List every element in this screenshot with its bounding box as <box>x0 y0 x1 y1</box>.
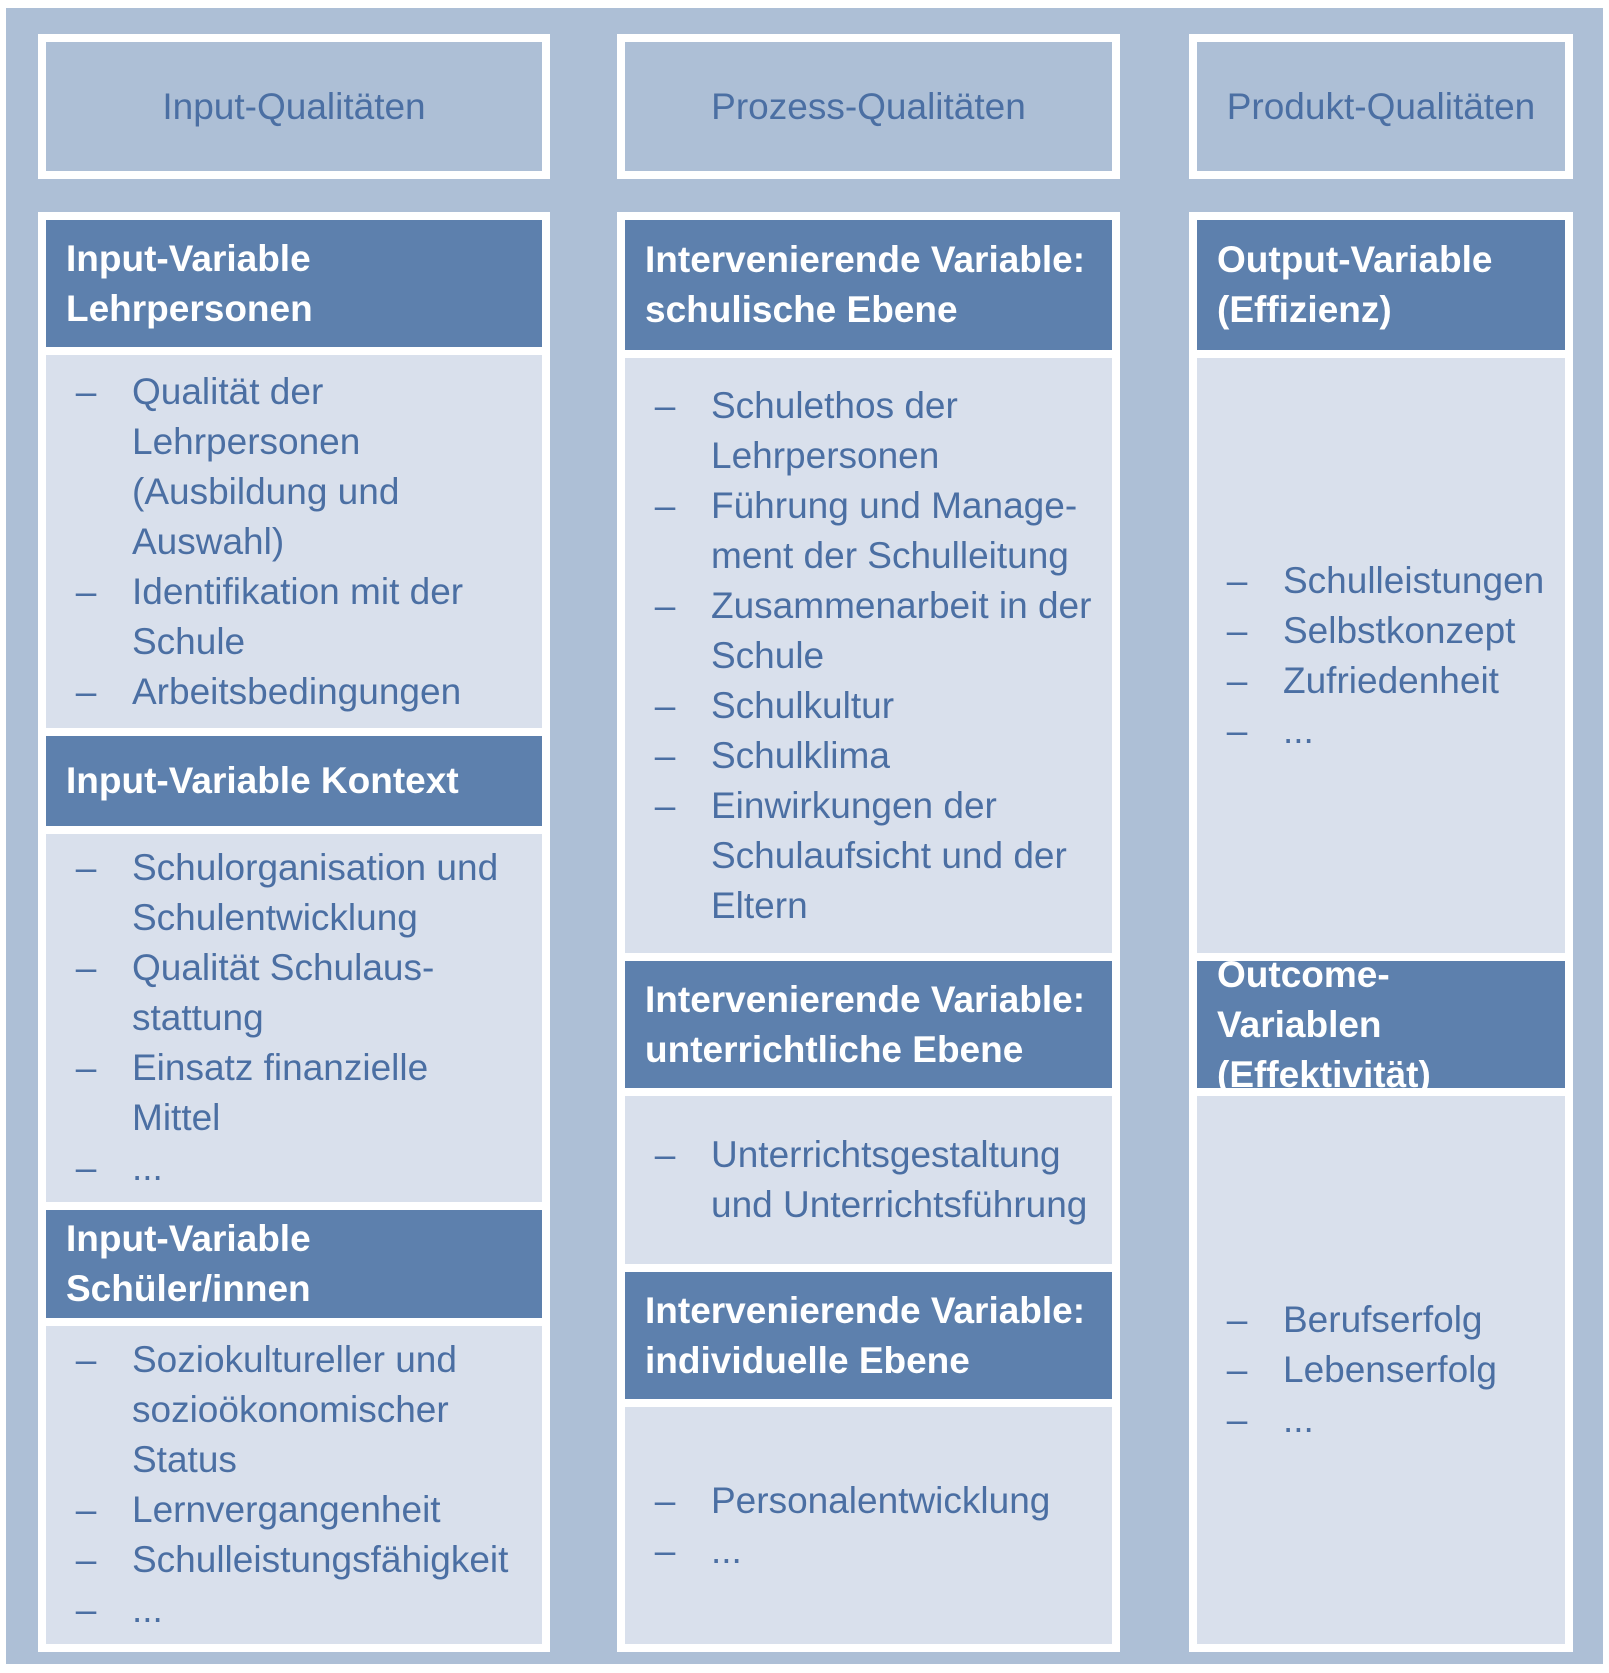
list-item: – Personalentwicklung <box>654 1479 1051 1521</box>
list-item: – Unterrichtsgestaltung und Unterrichtsführung <box>654 1134 1088 1225</box>
list-item: – Führung und Manage- ment der Schulleitung <box>654 484 1078 576</box>
column-prozess <box>617 212 1120 1652</box>
section-title-input-kontext: Input-Variable Kontext <box>46 736 542 826</box>
section-body-input-schueler <box>46 1326 542 1644</box>
list-item: – Identifikation mit der Schule <box>75 570 464 662</box>
column-input <box>38 212 550 1652</box>
list-item: – Qualität der Lehrpersonen (Ausbildung und Auswahl) <box>75 370 400 562</box>
section-body-prozess-schulisch <box>625 358 1112 953</box>
section-body-input-kontext <box>46 834 542 1202</box>
section-title-prozess-schulisch: Intervenierende Variable: schulische Ebene <box>625 220 1112 350</box>
list-item: – ... <box>75 1589 163 1630</box>
list-item: – Zufriedenheit <box>1226 659 1499 701</box>
section-body-prozess-unterrichtlich <box>625 1096 1112 1264</box>
list-item: – Berufserfolg <box>1226 1299 1483 1340</box>
section-body-produkt-outcome <box>1197 1096 1565 1644</box>
list-item: – Zusammenarbeit in der Schule <box>654 584 1092 676</box>
list-item: – Einsatz finanzielle Mittel <box>75 1047 429 1138</box>
list-item: – Schulleistungen <box>1226 559 1545 601</box>
column-produkt <box>1189 212 1573 1652</box>
list-item: – ... <box>1226 1399 1314 1440</box>
list-item: – Einwirkungen der Schulaufsicht und der Eltern <box>654 784 1067 926</box>
list-item: – Lebenserfolg <box>1226 1349 1497 1390</box>
section-title-input-schueler: Input-Variable Schüler/innen <box>46 1210 542 1318</box>
column-header-prozess-label: Prozess-Qualitäten <box>625 42 1112 171</box>
list-item: – ... <box>654 1529 742 1571</box>
column-header-input <box>38 34 550 179</box>
list-item: – Soziokultureller und sozioökonomischer Status <box>75 1339 457 1480</box>
section-title-input-lehrpersonen: Input-Variable Lehrpersonen <box>46 220 542 347</box>
section-title-produkt-outcome: Outcome-Variablen (Effektivität) <box>1197 961 1565 1088</box>
column-header-input-label: Input-Qualitäten <box>46 42 542 171</box>
section-title-produkt-output: Output-Variable (Effizienz) <box>1197 220 1565 350</box>
list-item: – Schulklima <box>654 734 890 776</box>
list-item: – ... <box>1226 709 1314 751</box>
column-header-produkt-label: Produkt-Qualitäten <box>1197 42 1565 171</box>
section-title-prozess-unterrichtlich: Intervenierende Variable: unterrichtliche Ebene <box>625 961 1112 1088</box>
list-item: – Selbstkonzept <box>1226 609 1516 651</box>
section-title-prozess-individuell: Intervenierende Variable: individuelle Ebene <box>625 1272 1112 1399</box>
section-body-input-lehrpersonen <box>46 355 542 728</box>
list-item: – Schulorganisation und Schulentwicklung <box>75 847 499 938</box>
list-item: – ... <box>75 1147 163 1188</box>
list-item: – Lernvergangenheit <box>75 1489 441 1530</box>
list-item: – Arbeitsbedingungen <box>75 670 462 712</box>
list-item: – Schulkultur <box>654 684 895 726</box>
section-body-produkt-output <box>1197 358 1565 953</box>
list-item: – Qualität Schulaus- stattung <box>75 947 435 1038</box>
list-item: – Schulleistungsfähigkeit <box>75 1539 509 1580</box>
column-header-prozess <box>617 34 1120 179</box>
list-item: – Schulethos der Lehrpersonen <box>654 384 958 476</box>
section-body-prozess-individuell <box>625 1407 1112 1644</box>
column-header-produkt <box>1189 34 1573 179</box>
